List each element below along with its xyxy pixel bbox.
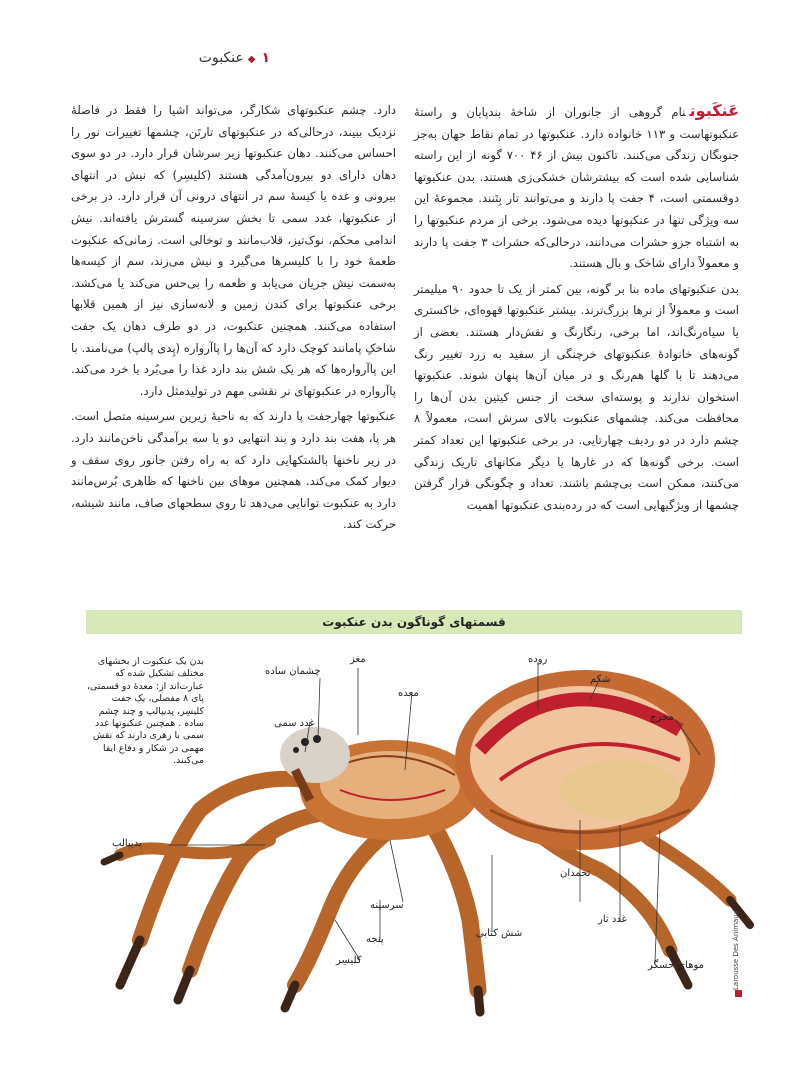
label-pedipalp: پدیپالپ (112, 838, 142, 849)
label-cephalothorax: سرسینه (370, 900, 404, 911)
label-chelicera: کلیسِر (336, 955, 362, 966)
label-claw: پنجه (366, 934, 384, 945)
label-intestine: روده (528, 654, 548, 665)
label-silk-gland: غدد تار (598, 914, 627, 925)
label-ovary: تخمدان (560, 868, 591, 879)
right-column (414, 100, 739, 520)
label-stomach: معده (398, 688, 419, 699)
entry-title: عَنکَبوت (689, 101, 739, 120)
page-number: ۱ (261, 50, 270, 66)
image-credit: Larousse Des Animaux (732, 910, 740, 990)
credit-mark-icon (735, 990, 742, 997)
paragraph: بدن عنکبوتهای ماده بنا بر گونه، بین کمتر از یک تا حدود ۹۰ میلیمتر است و معمولاً از نرها بزرگ‌ترند. بیشتر عنکبوتها قهوه‌ای، خاکستری یا سیاه‌رنگ‌اند، اما برخی، رنگارنگ و نقش‌دار هستند. بعضی از گونه‌های خانوادهٔ عنکبوتهای خرچنگی از سفید به زرد تغییر رنگ می‌دهند تا با گلها هم‌رنگ و در میان آن‌ها پنهان شوند. عنکبوتها استخوان ندارند و پوسته‌ای سخت از جنس کیتین بدن آن‌ها را محافظت می‌کند. چشمهای عنکبوت بالای سرش است، معمولاً ۸ چشم دارد در دو ردیف چهارتایی. در برخی عنکبوتها این تعداد کمتر است. برخی گونه‌ها که در غارها یا دیگر مکانهای تاریک زندگی می‌کنند، ممکن است بی‌چشم باشند. تعداد و چگونگی قرار گرفتن چشمها از ویژگیهایی است که در رده‌بندی عنکبوتها اهمیت (414, 281, 739, 512)
figure-note: بدن یک عنکبوت از بخشهای مختلف تشکیل شده که عبارت‌اند از: معدهٔ دو قسمتی، پای ۸ مفصلی، یک جفت کلیسِر، پدیپالپ و چند چشم ساده . همچنین عنکبوتها غدد سمی با زهری دارند که نقش مهمی در شکار و دفاع ایفا می‌کنند. (87, 656, 204, 767)
abdomen-shape (455, 670, 715, 850)
label-venom-gland: غدد سمی (274, 718, 315, 729)
label-sensory-hairs: موهای حسگر (648, 960, 704, 971)
paragraph: عنکبوتها چهارجفت پا دارند که به ناحیهٔ زیرین سرسینه متصل است. هر پا، هفت بند دارد و بند انتهایی دو یا سه برآمدگی ناخن‌مانند دارد. در زیر ناخنها بالشتکهایی دارد که به راه رفتن جانور روی سقف و دیوار کمک می‌کند. همچنین موهای بین ناخنها که ظاهری بُرس‌مانند دارد به عنکبوت توانایی می‌دهد تا روی سطحهای صاف، مانند شیشه، حرکت کند. (71, 409, 396, 532)
left-column (71, 100, 396, 540)
section-title: عنکبوت (198, 50, 244, 66)
header-diamond-icon: ◆ (247, 54, 256, 65)
paragraph-text: نام گروهی از جانوران از شاخهٔ بندپایان و راستهٔ عنکبوتهاست و ۱۱۳ خانواده دارد. عنکبوتها در تمام نقاط جهان به‌جز جنوبگان زندگی می‌کنند. تاکنون بیش از ۴۶ ۷۰۰ گونه از این راسته شناسایی شده است که بیشترشان خشکی‌زی هستند. بدن عنکبوتها دوقسمتی است، ۴ جفت پا دارند و می‌توانند تار بِتَنند. مجموعهٔ این سه ویژگی تنها در عنکبوتها دیده می‌شود. برخی از مردم عنکبوتها را به اشتباه جزو حشرات می‌دانند، درحالی‌که حشرات ۳ جفت پا دارند و معمولاً دارای شاخک و بال هستند. (414, 105, 740, 271)
label-book-lung: شش کتابی (476, 928, 523, 939)
paragraph (414, 100, 739, 275)
label-anus: مخرج (650, 712, 674, 723)
page-header (70, 50, 270, 72)
paragraph: دارد. چشم عنکبوتهای شکارگر، می‌تواند اشیا را فقط در فاصلهٔ نزدیک ببیند، درحالی‌که در عنکبوتهای تارتَن، چشمها تغییرات نور را احساس می‌کنند. دهان عنکبوتها زیر سرشان قرار دارد. در دو سوی دهان دارای دو بیرون‌آمدگی هستند (کلیسِر) که نیش در انتهای بیرونی و غده یا کیسهٔ سم در انتهای درونی آن قرار دارد. در برخی از عنکبوتها، غدد سمی تا بخش سرسینه گسترش یافته‌اند. نیش اندامی محکم، نوک‌تیز، قلاب‌مانند و توخالی است. زمانی‌که عنکبوت طعمهٔ خود را با کلیسرها می‌گیرد و نیش می‌زند، سم از کیسه‌ها به‌سمت نیش جریان می‌یابد و طعمه را بی‌حس می‌کند یا می‌کشد. برخی عنکبوتها برای کندن زمین و لانه‌سازی نیز از همین قلابها استفاده می‌کنند. همچنین عنکبوت، در دو طرف دهان یک جفت شاخکِ پامانند کوچک دارد که آن‌ها را پاآرواره (پِدی پالپ) می‌نامند. با این پاآرواره‌ها که هر یک شش بند دارد غذا را می‌بُرد یا خرد می‌کند. پاآرواره در عنکبوتهای نر نقشی مهم در تولیدمثل دارد. (71, 103, 396, 398)
label-brain: مغز (350, 654, 366, 665)
label-abdomen: شکم (590, 674, 611, 685)
figure-caption-banner: قسمتهای گوناگون بدن عنکبوت (86, 610, 742, 634)
label-simple-eyes: چشمان ساده (265, 666, 321, 677)
